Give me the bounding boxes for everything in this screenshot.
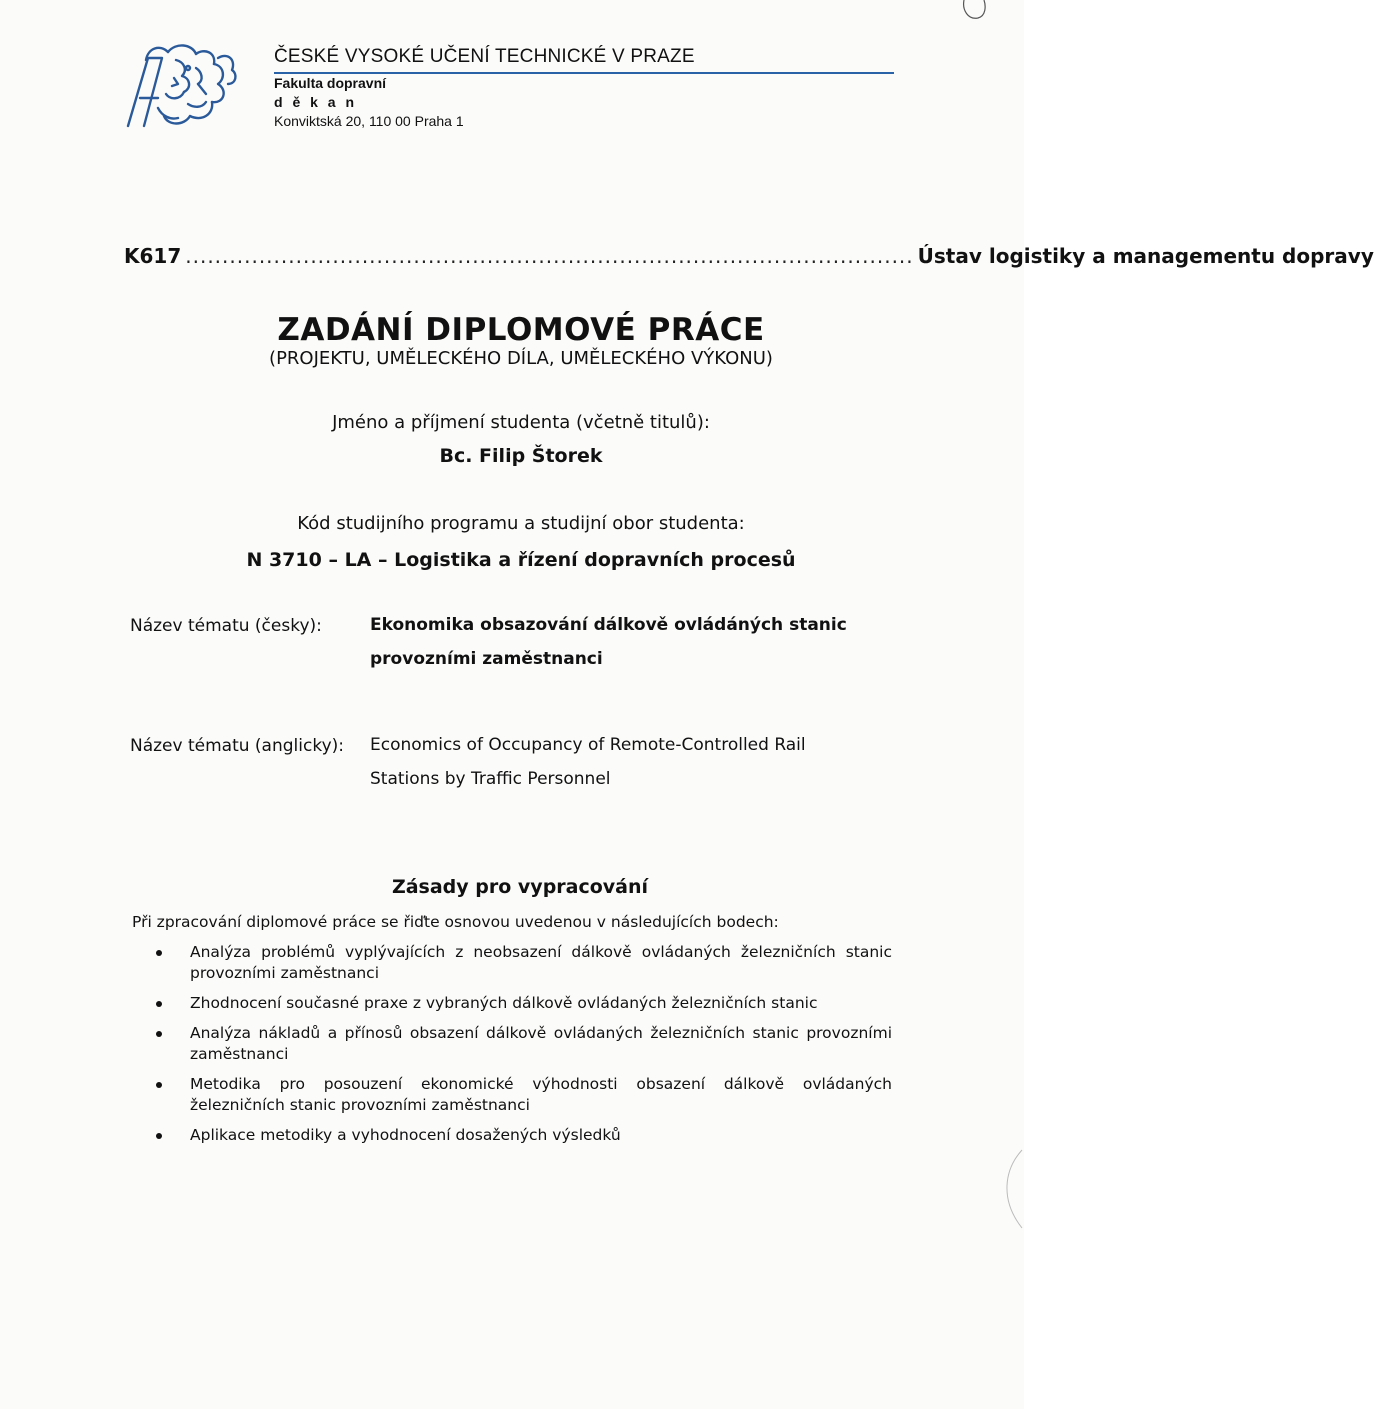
bullet-icon — [156, 1133, 162, 1139]
program-label: Kód studijního programu a studijní obor studenta: — [297, 513, 745, 534]
department-code: K617 — [124, 244, 182, 268]
department-line — [124, 244, 1374, 268]
bullet-icon — [156, 1082, 162, 1088]
document-title: ZADÁNÍ DIPLOMOVÉ PRÁCE — [277, 312, 765, 348]
faculty-name: Fakulta dopravní — [274, 75, 387, 91]
topic-cz-label: Název tématu (česky): — [130, 616, 322, 636]
letterhead — [118, 38, 898, 138]
guidelines-heading: Zásady pro vypracování — [391, 876, 649, 898]
student-label: Jméno a příjmení studenta (včetně titulů): — [332, 412, 710, 433]
topic-cz-value — [370, 608, 900, 676]
ctu-lion-logo-icon — [118, 38, 242, 130]
department-name: Ústav logistiky a managementu dopravy — [917, 244, 1374, 268]
university-name: ČESKÉ VYSOKÉ UČENÍ TECHNICKÉ V PRAZE — [274, 46, 695, 67]
address: Konviktská 20, 110 00 Praha 1 — [274, 113, 464, 129]
list-item: Metodika pro posouzení ekonomické výhodnosti obsazení dálkově ovládaných železničních stanic provozními zaměstnanci — [152, 1074, 892, 1116]
department-dots: ................................................................................................... — [185, 244, 914, 268]
topic-en-line-1: Economics of Occupancy of Remote-Controlled Rail — [370, 735, 806, 755]
topic-en-label: Název tématu (anglicky): — [130, 736, 344, 756]
scan-mark — [960, 0, 990, 22]
bullet-icon — [156, 950, 162, 956]
bullet-icon — [156, 1001, 162, 1007]
office-name: d ě k a n — [274, 94, 358, 110]
list-item: Zhodnocení současné praxe z vybraných dálkově ovládaných železničních stanic — [152, 993, 892, 1014]
topic-en-value — [370, 728, 900, 796]
scan-edge-mark — [964, 1150, 1024, 1230]
student-name: Bc. Filip Štorek — [439, 445, 603, 467]
bullet-icon — [156, 1031, 162, 1037]
guidelines-intro: Při zpracování diplomové práce se řiďte osnovou uvedenou v následujících bodech: — [132, 913, 779, 931]
letterhead-text — [274, 46, 894, 131]
program-value: N 3710 – LA – Logistika a řízení dopravních procesů — [246, 549, 796, 571]
list-item: Aplikace metodiky a vyhodnocení dosažených výsledků — [152, 1125, 892, 1146]
document-subtitle: (PROJEKTU, UMĚLECKÉHO DÍLA, UMĚLECKÉHO VÝKONU) — [269, 348, 773, 369]
topic-cz-line-2: provozními zaměstnanci — [370, 649, 603, 669]
guidelines-list — [152, 942, 892, 1155]
topic-cz-line-1: Ekonomika obsazování dálkově ovládáných stanic — [370, 615, 847, 635]
topic-en-line-2: Stations by Traffic Personnel — [370, 769, 611, 789]
list-item: Analýza nákladů a přínosů obsazení dálkově ovládaných železničních stanic provozními zaměstnanci — [152, 1023, 892, 1065]
list-item: Analýza problémů vyplývajících z neobsazení dálkově ovládaných železničních stanic provozními zaměstnanci — [152, 942, 892, 984]
